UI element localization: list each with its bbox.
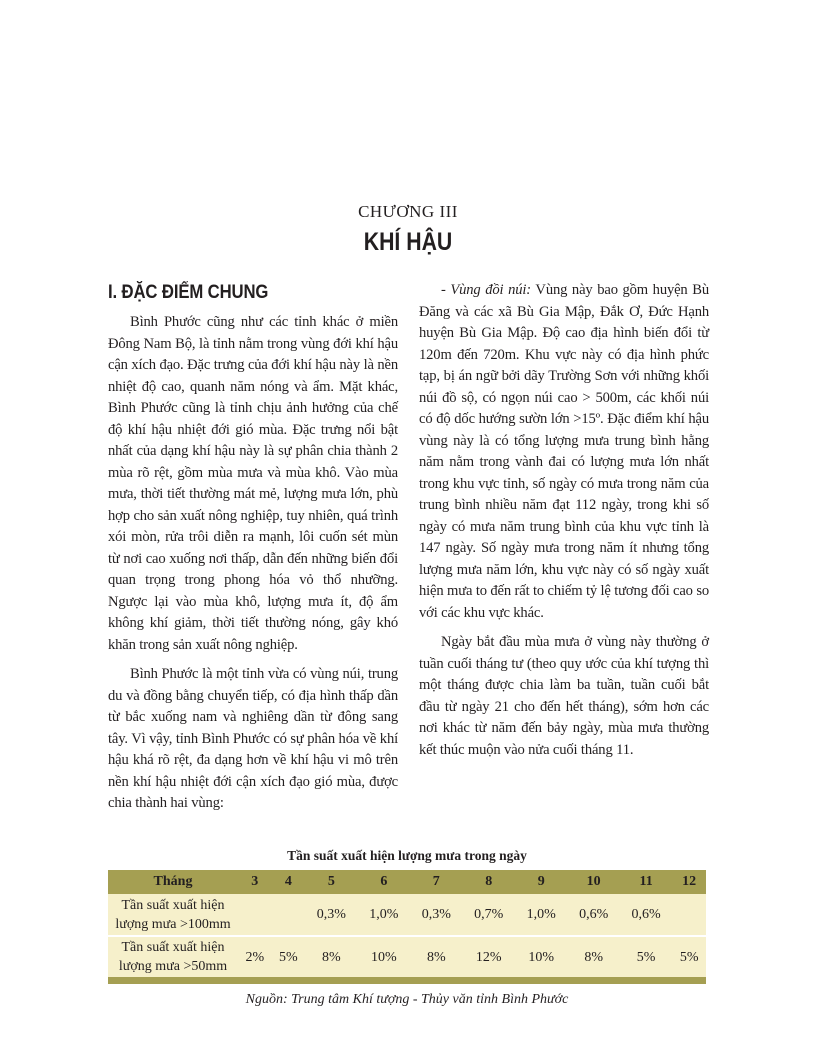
header-cell: 8 (485, 874, 493, 889)
chapter-title: KHÍ HẬU (363, 228, 453, 256)
header-cell: 3 (251, 874, 259, 889)
table-caption: Tần suất xuất hiện lượng mưa trong ngày (287, 848, 527, 863)
cell: 1,0% (358, 894, 410, 936)
cell: 5% (679, 949, 699, 965)
cell: 5% (636, 949, 656, 965)
cell (272, 894, 306, 936)
cell: 0,3% (410, 894, 462, 936)
header-cell: 6 (380, 874, 388, 889)
cell (672, 894, 706, 936)
paragraph: Bình Phước cũng như các tỉnh khác ở miền Đông Nam Bộ, là tỉnh nằm trong vùng đới khí hậu cận xích đạo. Đặc trưng của đới khí hậu này là nền nhiệt độ cao, quanh năm nóng và ẩm. Mặt khác, Bình Phước cũng là tỉnh chịu ảnh hưởng của chế độ khí hậu nhiệt đới gió mùa. Đặc trưng nổi bật nhất của dạng khí hậu này là sự phân chia thành 2 mùa rõ rệt, gồm mùa mưa và mùa khô. Vào mùa mưa, thời tiết thường mát mẻ, lượng mưa lớn, phù hợp cho sản xuất nông nghiệp, tuy nhiên, quá trình xói mòn, rửa trôi diễn ra mạnh, lôi cuốn sét mùn từ nơi cao xuống nơi thấp, dẫn đến những biến đổi quan trọng trong phong hóa vỏ thổ nhưỡng. Ngược lại vào mùa khô, lượng mưa ít, độ ẩm không khí giảm, thời tiết thường nóng, gây khó khăn trong sản xuất nông nghiệp. (108, 314, 398, 653)
footer-bar (108, 977, 706, 984)
paragraph: Bình Phước là một tỉnh vừa có vùng núi, trung du và đồng bằng chuyển tiếp, có địa hình thấp dần từ bắc xuống nam và nghiêng dần từ đông sang tây. Vì vậy, tỉnh Bình Phước có sự phân hóa về khí hậu khá rõ rệt, đa dạng hơn về khí hậu vi mô trên nền khí hậu nhiệt đới cận xích đạo gió mùa, được chia thành hai vùng: (108, 666, 398, 811)
table-header-row (108, 870, 706, 894)
cell: 5% (279, 949, 298, 965)
section-heading: I. ĐẶC ĐIỂM CHUNG (108, 282, 269, 303)
right-column (419, 280, 709, 769)
header-cell: 9 (537, 874, 545, 889)
cell: 1,0% (515, 894, 567, 936)
cell: 8% (322, 949, 341, 965)
cell: 0,6% (620, 894, 672, 936)
cell: 0,6% (567, 894, 619, 936)
cell: 0,7% (463, 894, 515, 936)
row-label: Tần suất xuất hiện lượng mưa >50mm (118, 940, 228, 974)
header-cell: 5 (327, 874, 335, 889)
rainfall-frequency-table (108, 870, 706, 984)
cell: 8% (426, 949, 446, 965)
cell: 0,3% (305, 894, 357, 936)
table-row (108, 936, 706, 977)
header-cell: 4 (284, 874, 292, 889)
chapter-label: CHƯƠNG III (358, 202, 458, 221)
header-cell: 10 (586, 874, 601, 889)
header-cell: 11 (639, 874, 653, 889)
zone-label: - Vùng đồi núi: (441, 282, 532, 298)
cell: 2% (245, 949, 265, 965)
cell (238, 894, 272, 936)
cell: 12% (475, 949, 502, 965)
paragraph-zone (419, 280, 709, 624)
table-row (108, 894, 706, 936)
table-source: Nguồn: Trung tâm Khí tượng - Thủy văn tỉnh Bình Phước (245, 992, 569, 1007)
header-cell: 7 (432, 874, 440, 889)
table-footer-bar (108, 977, 706, 984)
paragraph: Ngày bắt đầu mùa mưa ở vùng này thường ở tuần cuối tháng tư (theo quy ước của khí tượng thì một tháng được chia làm ba tuần, tuần cuối bắt đầu từ ngày 21 cho đến hết tháng), sớm hơn các nơi khác từ năm đến bảy ngày, mùa mưa thường kết thúc muộn vào nửa cuối tháng 11. (419, 634, 709, 758)
zone-text: Vùng này bao gồm huyện Bù Đăng và các xã Bù Gia Mập, Đắk Ơ, Đức Hạnh huyện Bù Gia Mập. Độ cao địa hình biến đổi từ 120m đến 720m. Khu vực này có địa hình phức tạp, bị án ngữ bởi dãy Trường Sơn với những khối núi đồ sộ, có ngọn núi cao > 500m, các khối núi có độ dốc hướng sườn lớn >15º. Đặc điểm khí hậu vùng này là có tổng lượng mưa trung bình hằng năm nằm trong vành đai có lượng mưa lớn nhất trong khu vực tỉnh, số ngày có mưa trong năm của trung bình nhiều năm đạt 112 ngày, trong khi số ngày có mưa năm trung bình của khu vực tỉnh là 147 ngày. Số ngày mưa trong năm ít nhưng tổng lượng mưa năm lớn, khu vực này có số ngày xuất hiện mưa to đến rất to chiếm tỷ lệ tương đối cao so với các khu vực khác. (419, 282, 709, 621)
header-cell: 12 (682, 874, 697, 889)
left-column (108, 280, 398, 823)
cell: 8% (584, 949, 603, 965)
row-label: Tần suất xuất hiện lượng mưa >100mm (108, 894, 238, 936)
cell: 10% (528, 949, 555, 965)
header-cell: Tháng (153, 874, 193, 889)
cell: 10% (371, 949, 397, 965)
